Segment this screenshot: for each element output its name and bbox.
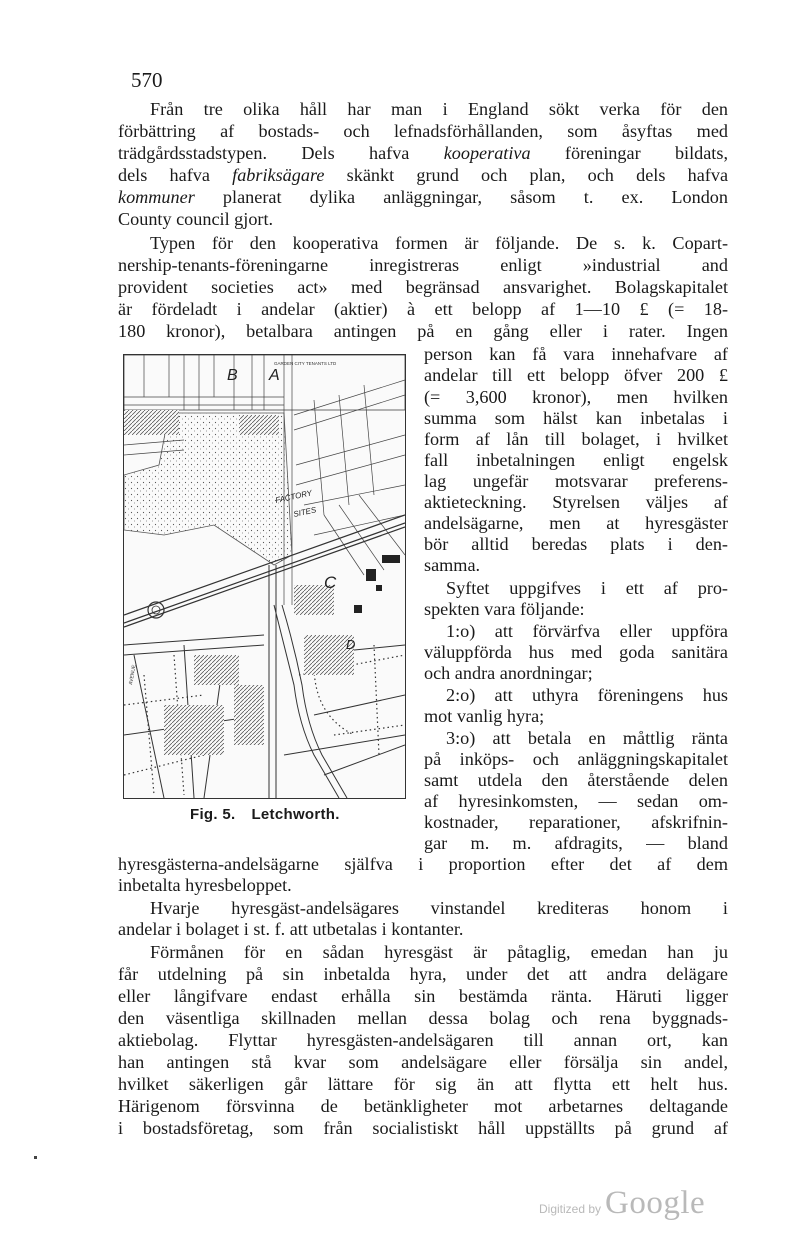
text-line [118,186,728,208]
italic-term: fabriksägare [232,165,325,185]
text-line: samma. [424,555,481,575]
svg-text:AVENUE: AVENUE [128,664,138,686]
text-line: mot vanlig hyra; [424,706,545,726]
watermark-prefix: Digitized by [539,1202,602,1216]
svg-text:FACTORY: FACTORY [274,488,313,505]
text-line: provident societies act» med begränsad ansvarighet. Bolagskapitalet [118,277,728,297]
text-line: aktiebolag. Flyttar hyresgästen-andelsägaren till annan ort, kan [118,1030,728,1050]
text-line: bör alltid beredas plats i den- [424,534,728,554]
text-line: samt utdela den återstående delen [424,770,728,790]
svg-text:D: D [346,637,356,652]
italic-term: kommuner [118,187,195,207]
figure-title: Letchworth. [251,806,340,823]
text-line: fall inbetalningen enligt engelsk [424,450,728,470]
text-line: får utdelning på sin inbetalda hyra, under det att andra delägare [118,964,728,984]
text-line: hvilket säkerligen går lättare för sig än att flytta ett helt hus. [118,1074,728,1094]
text-span: planerat dylika anläggningar, såsom t. ex. London [194,187,728,207]
svg-text:C: C [324,573,337,592]
text-line: kostnader, reparationer, afskrifnin- [424,812,728,832]
text-line: han antingen stå kvar som andelsägare eller försälja sin andel, [118,1052,728,1072]
text-line [118,142,728,164]
text-span: trädgårdsstadstypen. Dels hafva [118,143,444,163]
text-line: och andra anordningar; [424,663,593,683]
text-line: af hyresinkomsten, — sedan om- [424,791,728,811]
text-line: gar m. m. afdragits, — bland [424,833,728,853]
text-line: aktieteckning. Styrelsen väljes af [424,492,728,512]
scan-speck [34,1156,37,1159]
text-line: Härigenom försvinna de betänkligheter mot arbetarnes deltagande [118,1096,728,1116]
text-line: Typen för den kooperativa formen är följande. De s. k. Copart- [150,233,728,253]
text-line: form af lån till bolaget, i hvilket [424,429,728,449]
svg-text:A: A [269,367,280,384]
italic-term: kooperativa [443,143,531,163]
text-line: den väsentliga skillnaden mellan dessa bolag och rena byggnads- [118,1008,728,1028]
text-line: är fördeladt i andelar (aktier) à ett belopp af 1—10 £ (= 18- [118,299,728,319]
text-line: Syftet uppgifves i ett af pro- [446,578,728,598]
page-number: 570 [131,68,163,92]
text-line: hyresgästerna-andelsägarne själfva i proportion efter det af dem [118,854,728,874]
text-line: Från tre olika håll har man i England sökt verka för den [150,99,728,119]
text-span: skänkt grund och plan, och dels hafva [324,165,729,185]
text-line [118,164,728,186]
text-line: förbättring af bostads- och lefnadsförhållanden, som åsyftas med [118,121,728,141]
text-line: lag ungefär motsvarar preferens- [424,471,728,491]
text-line: 1:o) att förvärfva eller uppföra [446,621,728,641]
figure-caption [190,806,356,823]
text-line: 180 kronor), betalbara antingen på en gång eller i rater. Ingen [118,321,728,341]
text-line: i bostadsföretag, som från socialistiskt håll uppställts på grund af [118,1118,728,1138]
svg-text:B: B [227,367,238,384]
svg-text:SITES: SITES [292,505,318,519]
text-line: Hvarje hyresgäst-andelsägares vinstandel krediteras honom i [150,898,728,918]
text-line: spekten vara följande: [424,599,585,619]
text-line: County council gjort. [118,209,274,229]
text-line: andelar till ett belopp öfver 200 £ [424,365,728,385]
digitized-by-google-watermark [539,1185,705,1222]
watermark-brand: Google [605,1185,706,1221]
figure-number: Fig. 5. [190,806,236,823]
text-line: andelar i bolaget i st. f. att utbetalas i kontanter. [118,919,464,939]
text-line: summa som hälst kan inbetalas i [424,408,728,428]
text-line: Förmånen för en sådan hyresgäst är påtaglig, emedan han ju [150,942,728,962]
letchworth-map [123,354,406,799]
text-line: 3:o) att betala en måttlig ränta [446,728,728,748]
svg-text:GARDEN CITY TENANTS LTD: GARDEN CITY TENANTS LTD [274,361,337,366]
text-line: person kan få vara innehafvare af [424,344,728,364]
text-line: inbetalta hyresbeloppet. [118,875,292,895]
text-line: väluppförda hus med goda sanitära [424,642,728,662]
text-span: föreningar bildats, [530,143,728,163]
text-line: 2:o) att uthyra föreningens hus [446,685,728,705]
text-line: på inköps- och anläggningskapitalet [424,749,728,769]
map-drawing [124,355,405,798]
text-line: (= 3,600 kronor), men hvilken [424,387,728,407]
text-line: andelsägarne, men at hyresgäster [424,513,728,533]
text-line: nership-tenants-föreningarne inregistreras enligt »industrial and [118,255,728,275]
text-span: dels hafva [118,165,233,185]
text-line: eller långifvare endast erhålla sin bestämda ränta. Häruti ligger [118,986,728,1006]
